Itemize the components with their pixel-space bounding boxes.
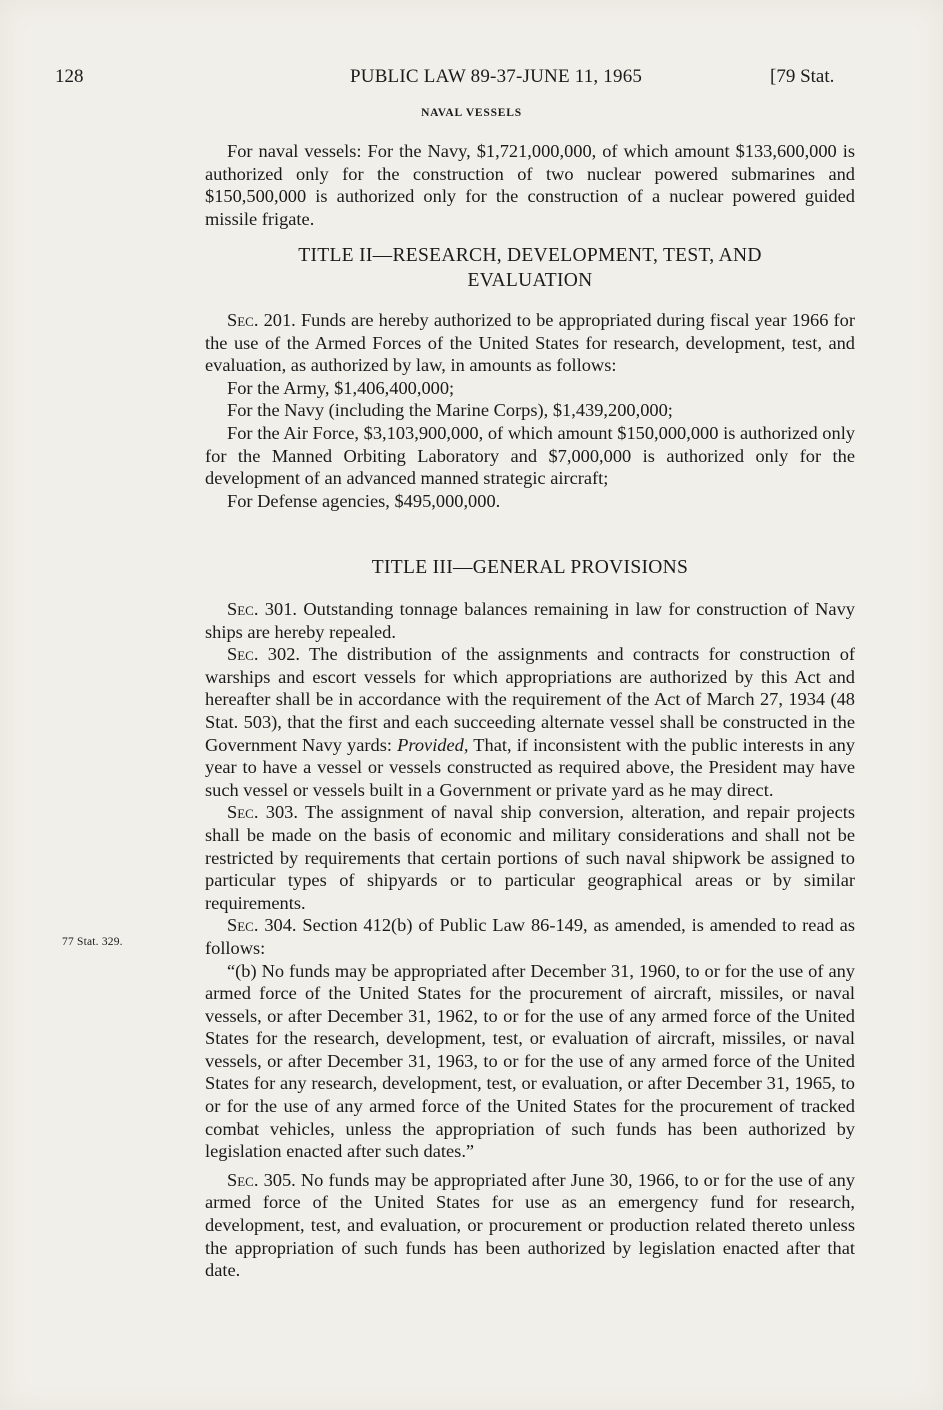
sec-305-text: No funds may be appropriated after June 30, 1966, to or for the use of any armed force of the United States for use as an emergency fund for research, development, test, and evaluation, or procurement or production related thereto unless the appropriation of such funds has been authorized by legislation enacted after that date. <box>205 1169 855 1281</box>
margin-citation: 77 Stat. 329. <box>62 936 123 948</box>
sec-301-text: Outstanding tonnage balances remaining in law for construction of Navy ships are hereby repealed. <box>205 599 855 642</box>
page-number: 128 <box>55 66 84 87</box>
sec-304-label: Sec. 304. <box>227 915 297 936</box>
sec-305-label: Sec. 305. <box>227 1169 296 1190</box>
title-ii-body <box>205 309 855 512</box>
air-force-line: For the Air Force, $3,103,900,000, of which amount $150,000,000 is authorized only for the Manned Orbiting Laboratory and $7,000,000 is authorized only for the development of an advanced manned strategic aircraft; <box>205 422 855 489</box>
page-header <box>0 66 943 90</box>
sec-301-paragraph <box>205 598 855 643</box>
sec-302-text-b: That, if inconsistent with the public interests in any year to have a vessel or vessels constructed as required above, the President may have such vessel or vessels built in a Government or private yard as he may direct. <box>205 734 856 800</box>
sec-302-label: Sec. 302. <box>227 644 300 665</box>
sec-301-label: Sec. 301. <box>227 599 297 619</box>
title-ii-heading <box>205 243 855 293</box>
sec-303-text: The assignment of naval ship conversion, alteration, and repair projects shall be made on the basis of economic and military considerations and shall not be restricted by requirements that certain portions of such naval shipwork be assigned to particular types of shipyards or to particular geographical areas or by similar requirements. <box>205 802 856 913</box>
sec-201-text: Funds are hereby authorized to be appropriated during fiscal year 1966 for the use of the Armed Forces of the United States for research, development, test, and evaluation, as authorized by law, in amounts as follows: <box>205 310 855 376</box>
sec-302-text-a: The distribution of the assignments and contracts for construction of warships and escort vessels for which appropriations are authorized by this Act and hereafter shall be in accordance with the requirement of the Act of March 27, 1934 (48 Stat. 503), that the first and each succeeding alternate vessel shall be constructed in the Government Navy yards: <box>205 644 856 755</box>
sec-304-quoted-text: “(b) No funds may be appropriated after December 31, 1960, to or for the use of any armed force of the United States for the procurement of aircraft, missiles, or naval vessels, or after December 31, 1962, to or for the use of any armed force of the United States for the research, development, test, or evaluation of aircraft, missiles, or naval vessels, or after December 31, 1963, to or for the use of any armed force of the United States for any research, development, test, or evaluation, or after December 31, 1965, to or for the use of any armed force of the United States for the procurement of tracked combat vehicles, unless the appropriation of such funds has been authorized by legislation enacted after such dates.” <box>205 960 855 1162</box>
title-iii-heading-text: TITLE III—GENERAL PROVISIONS <box>371 557 689 578</box>
sec-303-paragraph <box>205 801 855 914</box>
sec-302-paragraph <box>205 643 855 801</box>
navy-line: For the Navy (including the Marine Corps), $1,439,200,000; <box>227 400 673 421</box>
title-iii-body <box>205 598 855 1282</box>
sec-304-text: Section 412(b) of Public Law 86-149, as amended, is amended to read as follows: <box>205 915 855 958</box>
naval-vessels-section <box>205 140 855 230</box>
sec-201-paragraph <box>205 309 855 377</box>
running-title: PUBLIC LAW 89-37-JUNE 11, 1965 <box>350 66 643 87</box>
sec-305-paragraph <box>205 1169 855 1282</box>
naval-vessels-paragraph: For naval vessels: For the Navy, $1,721,000,000, of which amount $133,600,000 is authorized only for the construction of two nuclear powered submarines and $150,500,000 is authorized only for the construction of a nuclear powered guided missile frigate. <box>205 141 855 229</box>
army-line: For the Army, $1,406,400,000; <box>227 377 455 398</box>
title-ii-heading-line2: EVALUATION <box>467 270 593 291</box>
title-iii-heading <box>205 555 855 580</box>
sec-304-paragraph <box>205 914 855 959</box>
statute-reference: [79 Stat. <box>770 66 835 87</box>
defense-agencies-line: For Defense agencies, $495,000,000. <box>227 490 501 511</box>
title-ii-heading-line1: TITLE II—RESEARCH, DEVELOPMENT, TEST, AND <box>298 245 762 266</box>
sec-302-provided: Provided, <box>397 734 469 755</box>
sec-201-label: Sec. 201. <box>227 310 296 330</box>
sec-303-label: Sec. 303. <box>227 802 298 823</box>
naval-vessels-heading: NAVAL VESSELS <box>421 107 522 119</box>
